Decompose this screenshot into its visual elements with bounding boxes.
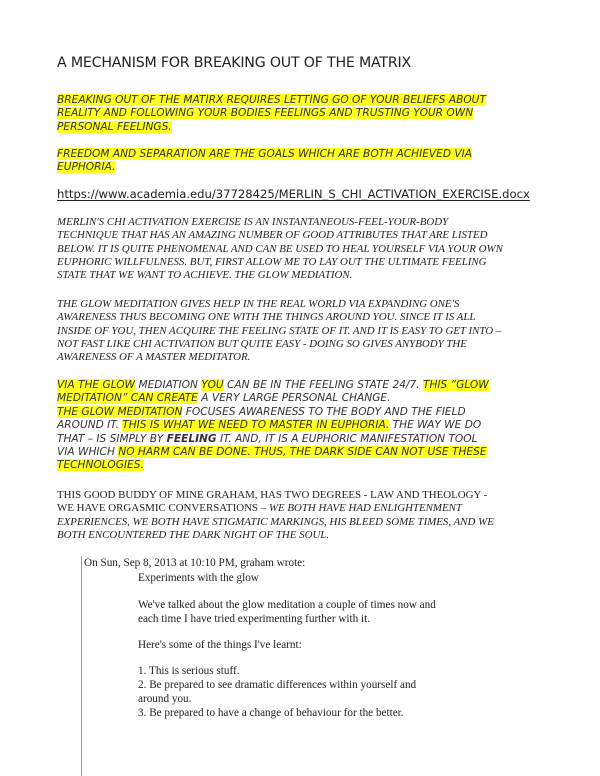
merlin-paragraph xyxy=(57,216,547,282)
intro-paragraph xyxy=(57,94,547,134)
email-paragraph-1 xyxy=(138,598,436,626)
glow-line: NOT FAST LIKE CHI ACTIVATION BUT QUITE EASY - DOING SO GIVES ANYBODY THE xyxy=(57,337,467,350)
glow-line: AWARENESS OF A MASTER MEDITATOR. xyxy=(57,351,251,364)
plain-text: AROUND IT. xyxy=(57,419,123,432)
graham-line: THIS GOOD BUDDY OF MINE GRAHAM, HAS TWO DEGREES - LAW AND THEOLOGY - xyxy=(57,489,488,501)
highlight-text: MEDITATION” CAN CREATE xyxy=(57,392,198,405)
highlight-text: NO HARM CAN BE DONE. THUS, THE DARK SIDE CAN NOT USE THESE xyxy=(118,446,487,459)
merlin-line: EUPHORIC WILLFULNESS. BUT, FIRST ALLOW ME TO LAY OUT THE ULTIMATE FEELING xyxy=(57,255,487,268)
plain-text: VIA WHICH xyxy=(57,446,119,459)
freedom-line: EUPHORIA. xyxy=(57,161,116,174)
email-subject: Experiments with the glow xyxy=(138,572,259,584)
merlin-line: TECHNIQUE THAT HAS AN AMAZING NUMBER OF GOOD ATTRIBUTES THAT ARE LISTED xyxy=(57,229,488,242)
plain-text: IT. AND, IT IS A EUPHORIC MANIFESTATION TOOL xyxy=(216,432,478,445)
email-line: We've talked about the glow meditation a couple of times now and xyxy=(138,599,436,611)
quote-bar xyxy=(81,556,82,776)
freedom-line: FREEDOM AND SEPARATION ARE THE GOALS WHICH ARE BOTH ACHIEVED VIA xyxy=(57,148,472,160)
intro-line: BREAKING OUT OF THE MATIRX REQUIRES LETTING GO OF YOUR BELIEFS ABOUT xyxy=(57,94,486,106)
plain-text: CAN BE IN THE FEELING STATE 24/7. xyxy=(223,379,423,391)
email-list xyxy=(138,664,416,720)
highlight-text: TECHNOLOGIES. xyxy=(57,459,144,472)
intro-line: REALITY AND FOLLOWING YOUR BODIES FEELINGS AND TRUSTING YOUR OWN xyxy=(57,107,474,120)
highlight-text: THIS IS WHAT WE NEED TO MASTER IN EUPHORIA. xyxy=(122,419,390,432)
highlight-text: VIA THE GLOW xyxy=(57,379,136,391)
graham-line-italic: WE BOTH HAVE HAD ENLIGHTENMENT xyxy=(268,502,462,515)
academia-link[interactable] xyxy=(57,187,530,201)
glow-line: AWARENESS THUS BECOMING ONE WITH THE THINGS AROUND YOU. SINCE IT IS ALL xyxy=(57,311,476,324)
merlin-line: BELOW. IT IS QUITE PHENOMENAL AND CAN BE USED TO HEAL YOURSELF VIA YOUR OWN xyxy=(57,242,503,255)
academia-link-text[interactable]: https://www.academia.edu/37728425/MERLIN_S_CHI_ACTIVATION_EXERCISE.docx xyxy=(57,187,530,201)
email-list-item: 3. Be prepared to have a change of behaviour for the better. xyxy=(138,707,404,719)
freedom-paragraph xyxy=(57,148,547,175)
merlin-line: MERLIN'S CHI ACTIVATION EXERCISE IS AN INSTANTANEOUS-FEEL-YOUR-BODY xyxy=(57,216,449,228)
glow-line: THE GLOW MEDITATION GIVES HELP IN THE REAL WORLD VIA EXPANDING ONE'S xyxy=(57,298,460,310)
highlight-text: YOU xyxy=(201,379,224,391)
highlight-text: THIS “GLOW xyxy=(422,379,489,391)
plain-text: FOCUSES AWARENESS TO THE BODY AND THE FIELD xyxy=(182,405,466,418)
intro-line: PERSONAL FEELINGS. xyxy=(57,120,172,133)
via-glow-paragraph xyxy=(57,379,547,473)
email-list-item: 1. This is serious stuff. xyxy=(138,665,240,677)
email-header: On Sun, Sep 8, 2013 at 10:10 PM, graham wrote: xyxy=(84,557,306,569)
page-title: A MECHANISM FOR BREAKING OUT OF THE MATRIX xyxy=(57,55,412,71)
glow-line: INSIDE OF YOU, THEN ACQUIRE THE FEELING STATE OF IT. AND IT IS EASY TO GET INTO – xyxy=(57,324,502,337)
email-list-item: around you. xyxy=(138,693,192,705)
email-paragraph-2: Here's some of the things I've learnt: xyxy=(138,639,302,651)
plain-text: A VERY LARGE PERSONAL CHANGE. xyxy=(197,392,391,405)
graham-paragraph xyxy=(57,489,547,542)
graham-line: EXPERIENCES, WE BOTH HAVE STIGMATIC MARKINGS, HIS BLEED SOME TIMES, AND WE xyxy=(57,515,494,528)
merlin-line: STATE THAT WE WANT TO ACHIEVE. THE GLOW MEDIATION. xyxy=(57,269,353,282)
plain-text: THE WAY WE DO xyxy=(389,419,482,432)
glow-paragraph xyxy=(57,298,547,364)
graham-line: WE HAVE ORGASMIC CONVERSATIONS – xyxy=(57,502,269,515)
plain-text: THAT – IS SIMPLY BY xyxy=(57,432,167,445)
highlight-text: THE GLOW MEDITATION xyxy=(57,405,183,418)
graham-line: BOTH ENCOUNTERED THE DARK NIGHT OF THE SOUL. xyxy=(57,528,330,541)
plain-text: MEDIATION xyxy=(135,379,202,391)
feeling-emphasis: FEELING xyxy=(166,432,217,445)
email-list-item: 2. Be prepared to see dramatic differences within yourself and xyxy=(138,679,417,691)
email-line: each time I have tried experimenting further with it. xyxy=(138,613,371,625)
